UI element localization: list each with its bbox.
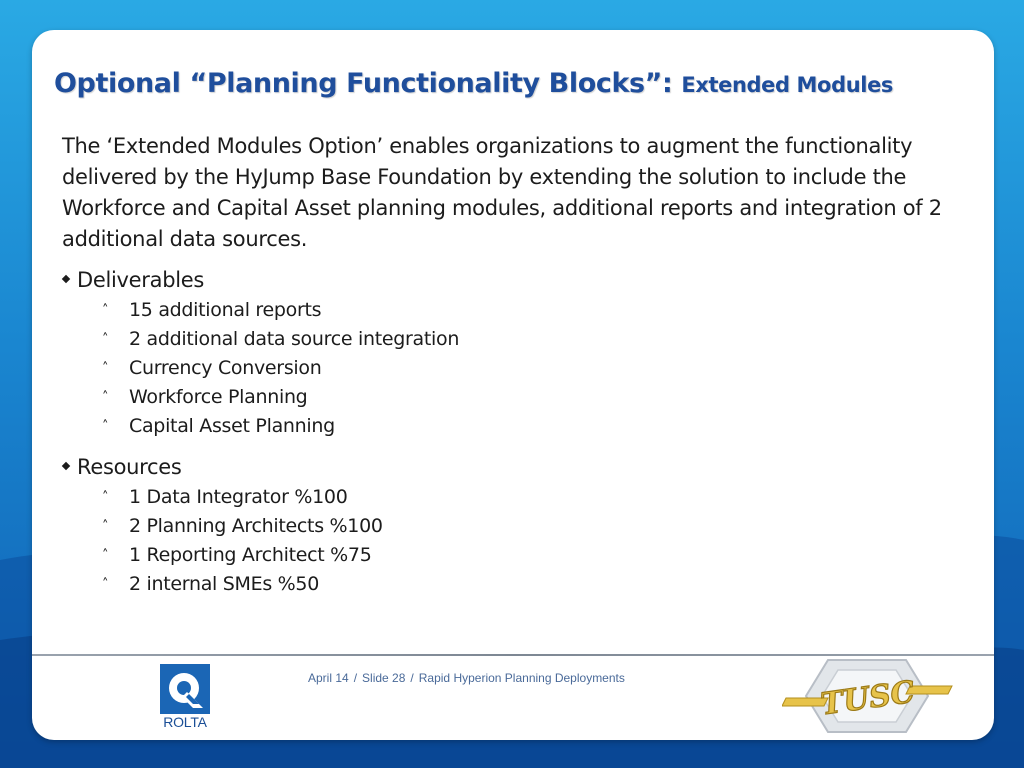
intro-paragraph: The ‘Extended Modules Option’ enables organizations to augment the functionality delivered by the HyJump Base Foundation by extending the solution to include the Workforce and Capital Asset planning modules, additional reports and integration of 2 additional data sources. xyxy=(62,134,942,251)
list-item-label: 1 Reporting Architect %75 xyxy=(129,544,372,566)
section-resources xyxy=(62,452,383,599)
caret-up-bullet-icon: ˄ xyxy=(102,361,109,376)
resources-list xyxy=(62,483,383,599)
footer-date: April 14 xyxy=(308,671,349,685)
list-item-label: Capital Asset Planning xyxy=(129,415,335,437)
rolta-wordmark: ROLTA xyxy=(163,714,207,730)
section-deliverables xyxy=(62,265,459,441)
tusc-wordmark: TUSC xyxy=(818,674,917,723)
section-heading xyxy=(62,265,459,296)
rolta-emblem-icon xyxy=(160,664,210,714)
footer-separator: / xyxy=(353,671,358,685)
list-item xyxy=(62,570,383,599)
list-item xyxy=(62,541,383,570)
list-item-label: Currency Conversion xyxy=(129,357,322,379)
tusc-logo xyxy=(782,656,954,736)
caret-up-bullet-icon: ˄ xyxy=(102,490,109,505)
list-item-label: 2 internal SMEs %50 xyxy=(129,573,319,595)
footer-slide-number: Slide 28 xyxy=(362,671,406,685)
caret-up-bullet-icon: ˄ xyxy=(102,548,109,563)
list-item-label: Workforce Planning xyxy=(129,386,308,408)
slide-footer xyxy=(308,671,625,685)
list-item xyxy=(62,483,383,512)
title-subtitle: Extended Modules xyxy=(681,73,894,97)
list-item xyxy=(62,383,459,412)
slide-card xyxy=(32,30,994,740)
caret-up-bullet-icon: ˄ xyxy=(102,577,109,592)
list-item-label: 2 Planning Architects %100 xyxy=(129,515,383,537)
diamond-bullet-icon xyxy=(62,462,70,470)
caret-up-bullet-icon: ˄ xyxy=(102,332,109,347)
caret-up-bullet-icon: ˄ xyxy=(102,419,109,434)
rolta-logo xyxy=(160,664,210,734)
caret-up-bullet-icon: ˄ xyxy=(102,519,109,534)
list-item-label: 1 Data Integrator %100 xyxy=(129,486,348,508)
list-item-label: 2 additional data source integration xyxy=(129,328,460,350)
footer-separator: / xyxy=(410,671,414,685)
list-item xyxy=(62,412,459,441)
footer-presentation-title: Rapid Hyperion Planning Deployments xyxy=(418,671,625,685)
rolta-logo-mark xyxy=(160,664,210,714)
title-main: Optional “Planning Functionality Blocks”: xyxy=(54,68,673,99)
slide-title xyxy=(54,68,893,99)
section-heading-label: Resources xyxy=(77,455,182,479)
deliverables-list xyxy=(62,296,459,441)
list-item xyxy=(62,325,459,354)
diamond-bullet-icon xyxy=(62,275,70,283)
list-item xyxy=(62,296,459,325)
caret-up-bullet-icon: ˄ xyxy=(102,303,109,318)
section-heading-label: Deliverables xyxy=(77,268,205,292)
list-item xyxy=(62,512,383,541)
section-heading xyxy=(62,452,383,483)
list-item-label: 15 additional reports xyxy=(129,299,322,321)
list-item xyxy=(62,354,459,383)
caret-up-bullet-icon: ˄ xyxy=(102,390,109,405)
